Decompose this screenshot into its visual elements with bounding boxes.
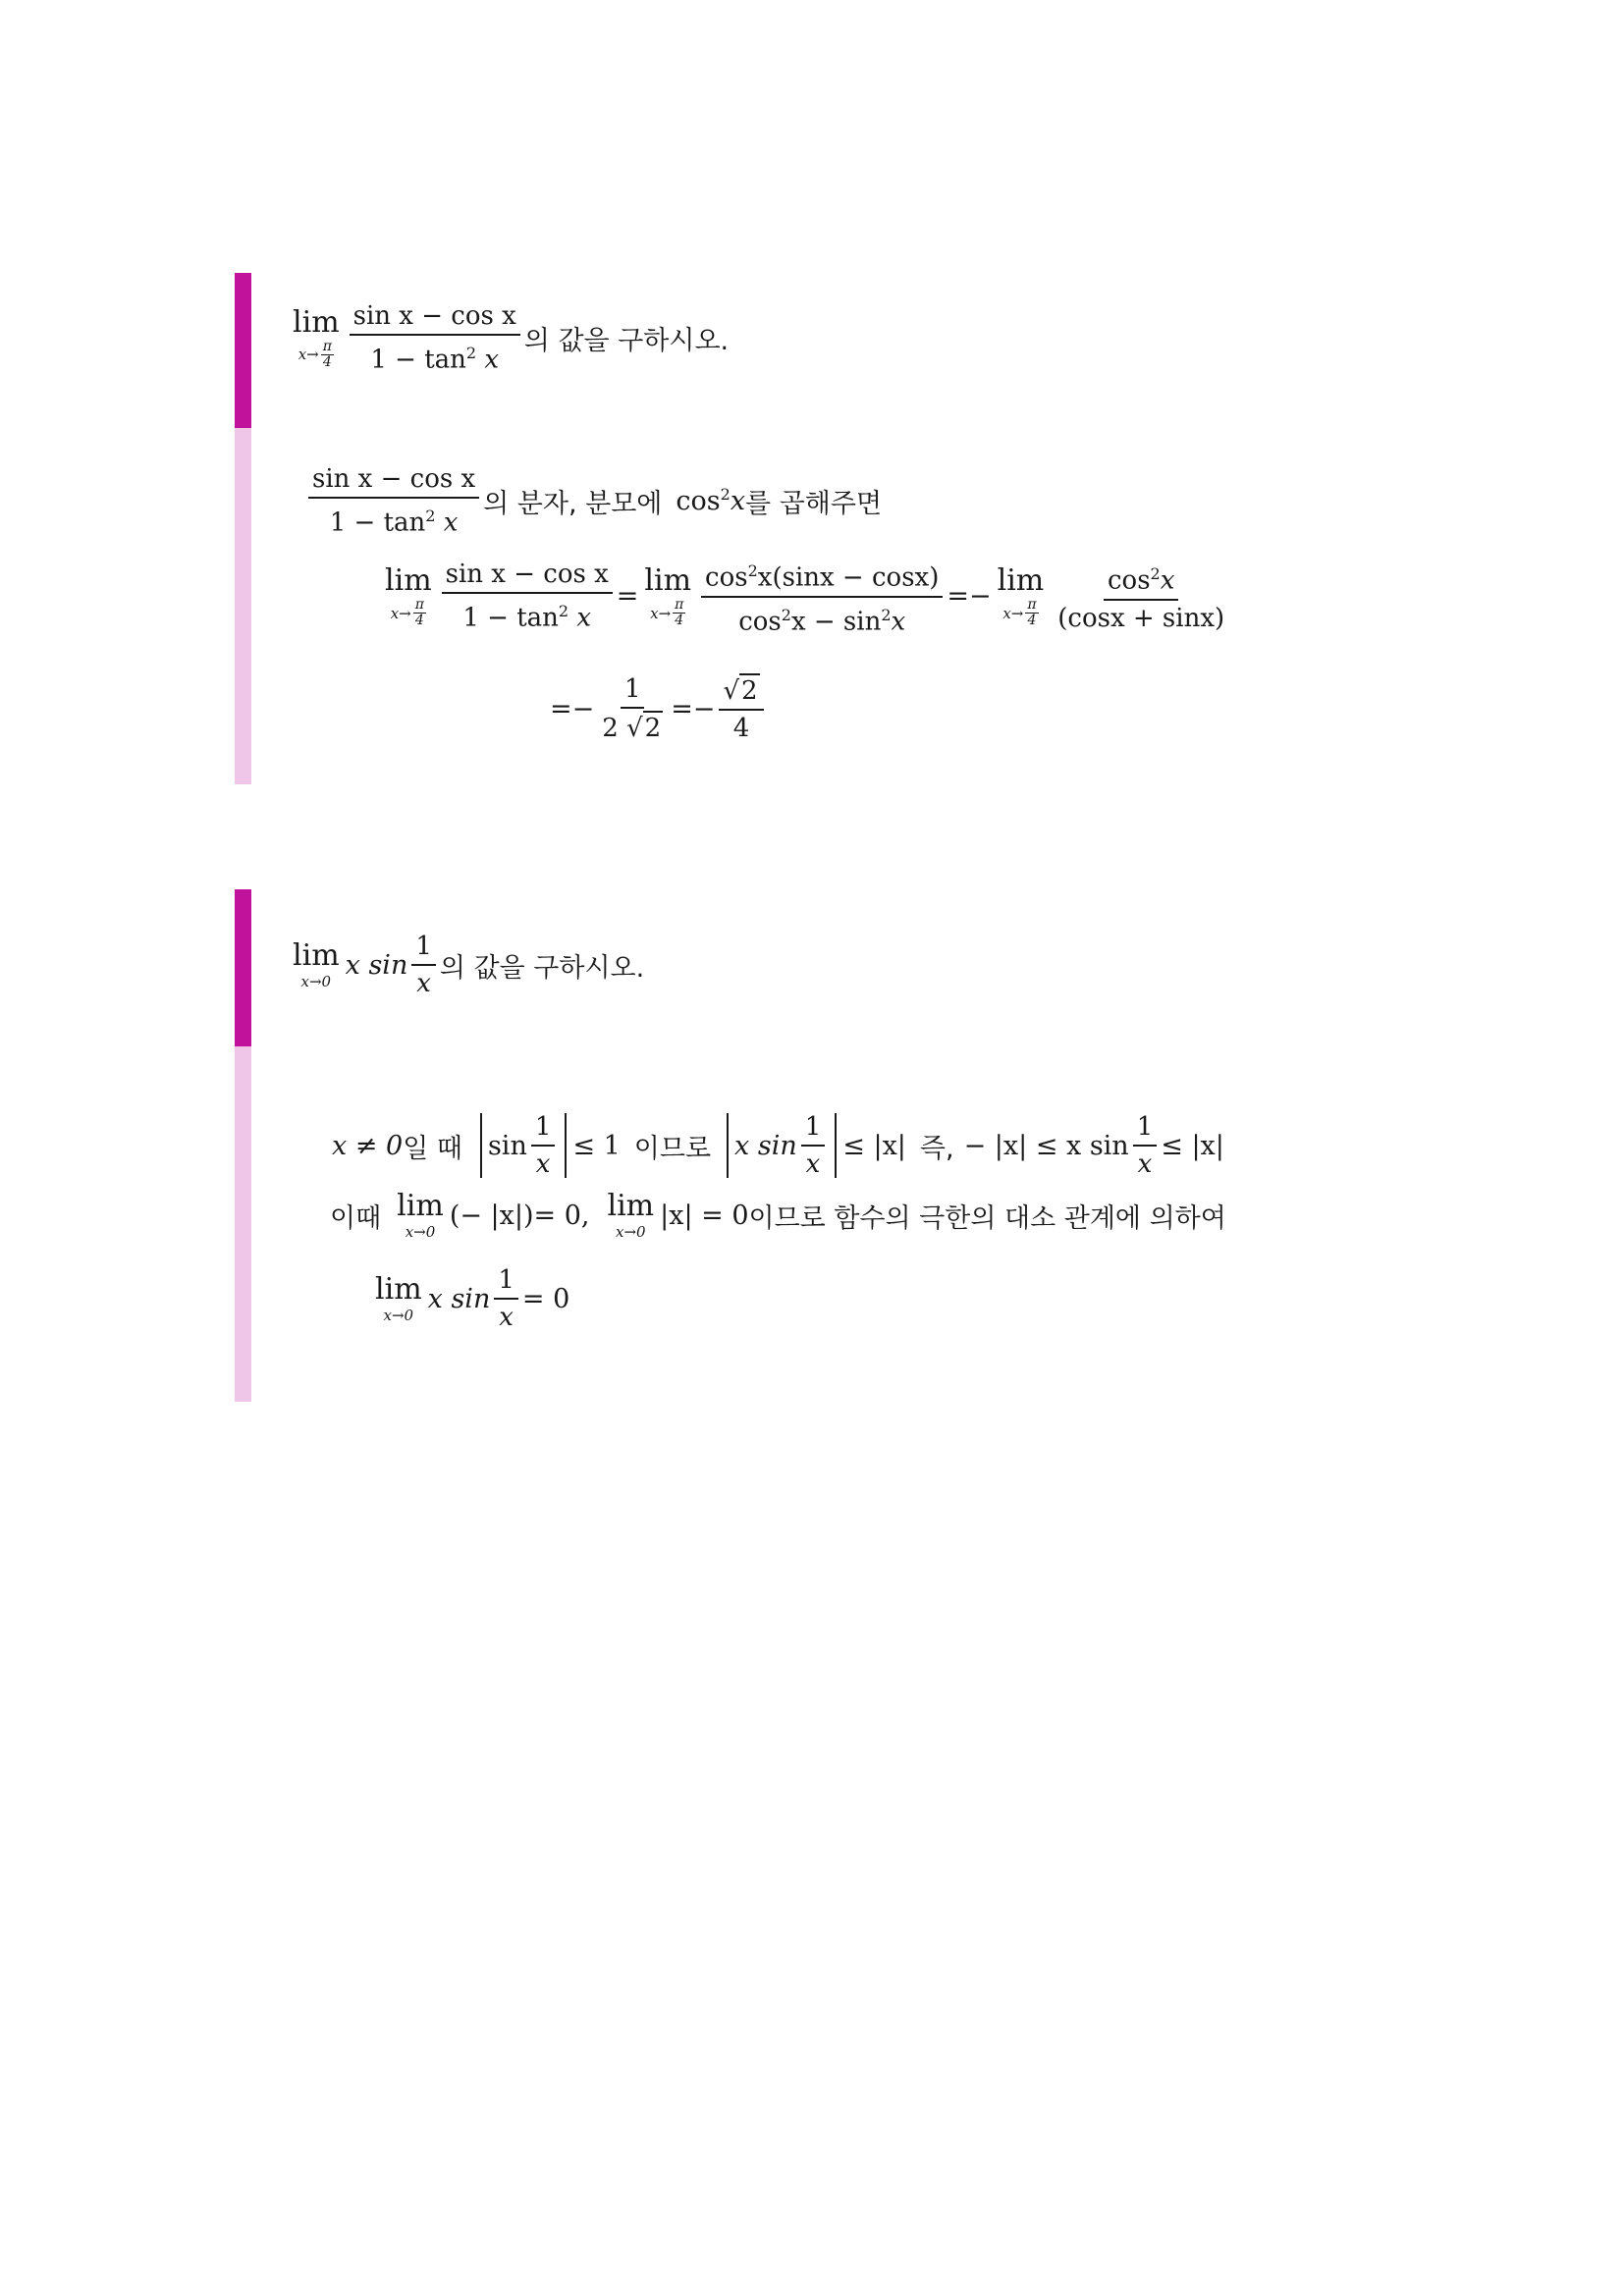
limit-operator: lim x→0: [293, 938, 340, 990]
limit-expr-2: |x| = 0: [660, 1200, 749, 1231]
limit-operator: lim x→ $\frac{\pi}{4}$: [293, 304, 340, 370]
solution1-accent-bar: [235, 428, 251, 784]
problem1-fraction: $\frac{\text{sin x − cos x}}{1 - \tan^2 x}$: [350, 300, 520, 376]
solution2-accent-bar: [235, 1046, 251, 1402]
equals: =: [616, 581, 639, 613]
fraction-1-over-x: $\frac{1}{x}$: [1133, 1111, 1158, 1180]
problem2-fraction: $\frac{1}{x}$: [411, 931, 436, 999]
solution1-text-a: 의 분자, 분모에: [483, 488, 663, 519]
fraction-1-over-x: $\frac{1}{x}$: [494, 1264, 518, 1333]
limit-operator: lim x→ $\frac{\pi}{4}$: [385, 563, 432, 629]
text-when: 일 때: [403, 1133, 462, 1164]
problem1-question: [293, 300, 729, 376]
fraction-a: $\frac{\text{sin x − cos x}}{1 - \tan^2 x}$: [442, 559, 613, 634]
le-1: ≤ 1: [572, 1130, 621, 1161]
abs-sin: sin $\frac{1}{x}$: [480, 1113, 567, 1178]
x-sin: x sin: [427, 1283, 491, 1314]
fraction-final-1: 1 2 √ 2: [602, 674, 662, 743]
limit-operator: lim x→0: [397, 1189, 444, 1241]
problem1-question-text: 의 값을 구하시오.: [523, 325, 730, 356]
problem1-accent-bar: [235, 273, 251, 428]
fraction-c: $\frac{\cos^2x}{(\cos x + \sin x)}$: [1054, 559, 1228, 634]
solution1-text-b: 를 곱해주면: [745, 488, 883, 519]
problem2-question-text: 의 값을 구하시오.: [439, 952, 645, 984]
solution2-line2: [330, 1190, 1226, 1241]
problem2-question: [293, 931, 644, 999]
solution1-line1: [304, 463, 882, 539]
le-absx: ≤ |x|: [842, 1130, 906, 1161]
x-neq-0: x ≠ 0: [332, 1130, 404, 1161]
equals-negative: =−: [947, 581, 992, 613]
limit-expr-1: (− |x|)= 0,: [449, 1200, 590, 1231]
text-that-is: 즉,: [919, 1133, 954, 1164]
solution1-equation: [385, 556, 1232, 637]
problem2-accent-bar: [235, 889, 251, 1046]
equals-negative: =−: [550, 693, 595, 724]
abs-xsin: x sin $\frac{1}{x}$: [727, 1113, 837, 1178]
solution2-final: [375, 1264, 569, 1333]
text-squeeze: 이므로 함수의 극한의 대소 관계에 의하여: [748, 1202, 1226, 1234]
limit-operator: lim x→ $\frac{\pi}{4}$: [644, 563, 692, 629]
solution1-final: [550, 673, 768, 744]
x-sin: x sin: [345, 949, 408, 981]
solution1-line1-fraction: $\frac{\text{sin x − cos x}}{1 - \tan^2 x}$: [308, 463, 479, 539]
fraction-b: $\frac{\cos^2x(\sin x - \cos x)}{\cos^2x - \sin^2x}$: [701, 556, 943, 637]
solution2-line1: [332, 1111, 1224, 1180]
text-since: 이므로: [633, 1133, 712, 1164]
neg-absx: − |x| ≤ x sin: [963, 1130, 1129, 1161]
equals-zero: = 0: [521, 1283, 570, 1314]
text-then: 이때: [330, 1202, 382, 1234]
cos2x: $\cos^2x$: [676, 485, 746, 517]
limit-operator: lim x→0: [375, 1272, 422, 1324]
equals-negative: =−: [671, 693, 716, 724]
limit-operator: lim x→0: [607, 1189, 655, 1241]
le-absx: ≤ |x|: [1161, 1130, 1224, 1161]
limit-operator: lim x→ $\frac{\pi}{4}$: [997, 563, 1045, 629]
fraction-final-2: √ 2 4: [719, 673, 763, 744]
